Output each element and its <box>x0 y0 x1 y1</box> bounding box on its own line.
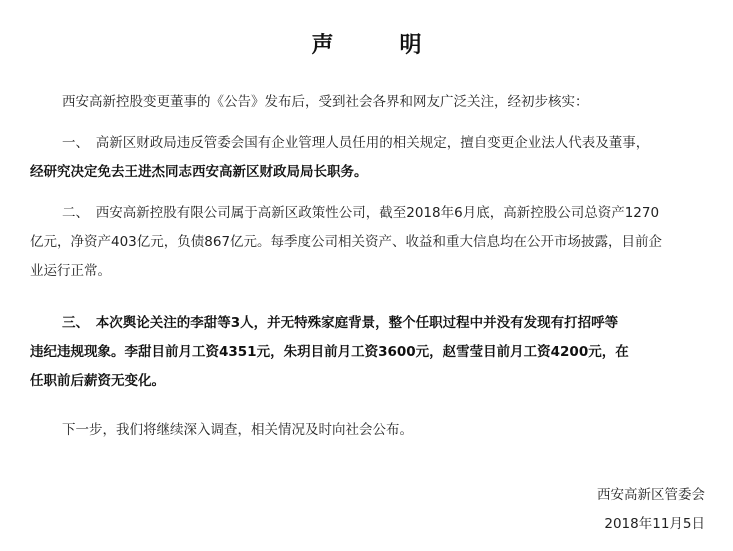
item-1-paragraph <box>30 129 710 187</box>
next-step-line: 下一步，我们将继续深入调查，相关情况及时向社会公布。 <box>62 422 413 438</box>
intro-paragraph <box>30 88 710 117</box>
item-2-line-1: 二、 西安高新控股有限公司属于高新区政策性公司，截至2018年6月底，高新控股公司总资产1270 <box>62 205 660 221</box>
signature-org: 西安高新区管委会 <box>597 487 705 503</box>
item-1-line-1: 一、 高新区财政局违反管委会国有企业管理人员任用的相关规定，擅自变更企业法人代表及董事， <box>62 135 650 151</box>
item-1-line-2: 经研究决定免去王进杰同志西安高新区财政局局长职务。 <box>30 164 368 180</box>
signature-date: 2018年11月5日 <box>604 516 705 532</box>
item-2-paragraph <box>30 199 710 286</box>
document-title: 声 明 <box>311 33 444 58</box>
item-2-line-2: 亿元，净资产403亿元，负债867亿元。每季度公司相关资产、收益和重大信息均在公开市场披露，目前企 <box>30 234 663 250</box>
item-3-paragraph <box>30 309 710 396</box>
item-3-line-3: 任职前后薪资无变化。 <box>30 373 165 389</box>
next-step-paragraph <box>30 416 710 445</box>
item-3-line-2: 违纪违规现象。李甜目前月工资4351元，朱玥目前月工资3600元，赵雪莹目前月工资4200元，在 <box>30 344 629 360</box>
item-3-line-1: 三、 本次舆论关注的李甜等3人，并无特殊家庭背景，整个任职过程中并没有发现有打招呼等 <box>62 315 619 331</box>
intro-line: 西安高新控股变更董事的《公告》发布后，受到社会各界和网友广泛关注，经初步核实： <box>62 94 589 110</box>
item-2-line-3: 业运行正常。 <box>30 263 111 279</box>
